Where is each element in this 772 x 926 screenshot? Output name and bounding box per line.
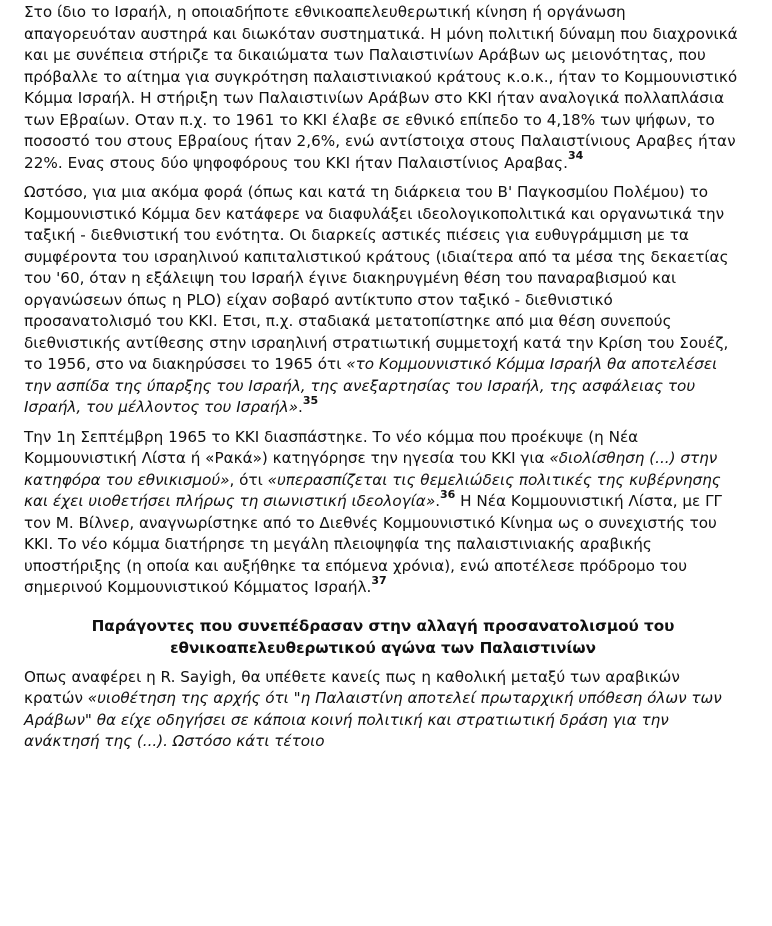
footnote-ref-35[interactable]: 35 <box>302 393 319 407</box>
section-heading: Παράγοντες που συνεπέδρασαν στην αλλαγή προσανατολισμού του εθνικοαπελευθερωτικού αγώνα των Παλαιστινίων <box>91 616 675 657</box>
paragraph-text: Την 1η Σεπτέμβρη 1965 το ΚΚΙ διασπάστηκε. Το νέο κόμμα που προέκυψε (η Νέα Κομμουνιστική Λίστα ή «Ρακά») κατηγόρησε την ηγεσία του ΚΚΙ για <box>24 427 639 467</box>
paragraph-text: Οπως αναφέρει η R. Sayigh, θα υπέθετε κανείς πως η καθολική μεταξύ των αραβικών κρατών <box>24 667 680 707</box>
paragraph-sayigh <box>24 667 742 753</box>
quote-text: «το Κομμουνιστικό Κόμμα Ισραήλ θα αποτελέσει την ασπίδα της ύπαρξης του Ισραήλ, της ανεξαρτησίας του Ισραήλ, της ασφάλειας του Ισραήλ, του μέλλοντος του Ισραήλ» <box>24 355 718 416</box>
paragraph-party-split <box>24 427 742 599</box>
footnote-ref-34[interactable]: 34 <box>567 149 584 163</box>
quote-text: «υιοθέτηση της αρχής ότι "η Παλαιστίνη αποτελεί πρωταρχική υπόθεση όλων των Αράβων" θα είχε οδηγήσει σε κάποια κοινή πολιτική και στρατιωτική δράση για την ανάκτησή της (...). Ωστόσο κάτι τέτοιο <box>24 689 722 750</box>
paragraph-text: . <box>435 492 441 510</box>
quote-text: «διολίσθηση (...) στην κατηφόρα του εθνικισμού» <box>24 449 718 489</box>
paragraph-text: Στο ίδιο το Ισραήλ, η οποιαδήποτε εθνικοαπελευθερωτική κίνηση ή οργάνωση απαγορευόταν αυστηρά και διωκόταν συστηματικά. Η μόνη πολιτική δύναμη που διαχρονικά και με συνέπεια στήριζε τα δικαιώματα των Παλαιστινίων Αράβων ως μειονότητας, που πρόβαλλε το αίτημα για συγκρότηση παλαιστινιακού κράτους κ.ο.κ., ήταν το Κομμουνιστικό Κόμμα Ισραήλ. Η στήριξη των Παλαιστινίων Αράβων στο ΚΚΙ ήταν αναλογικά πολλαπλάσια των Εβραίων. Οταν π.χ. το 1961 το ΚΚΙ έλαβε σε εθνικό επίπεδο το 4,18% των ψήφων, το ποσοστό του στους Εβραίους ήταν 2,6%, ενώ αντίστοιχα στους Παλαιστίνιους Αραβες ήταν 22%. Ενας στους δύο ψηφοφόρους του ΚΚΙ ήταν Παλαιστίνιος Αραβας. <box>24 3 738 172</box>
quote-text: «υπερασπίζεται τις θεμελιώδεις πολιτικές της κυβέρνησης και έχει υιοθετήσει πλήρως τη σιωνιστική ιδεολογία» <box>24 470 721 510</box>
footnote-ref-36[interactable]: 36 <box>440 487 456 501</box>
paragraph-party-orientation <box>24 182 742 419</box>
paragraph-text: Ωστόσο, για μια ακόμα φορά (όπως και κατά τη διάρκεια του Β' Παγκοσμίου Πολέμου) το Κομμουνιστικό Κόμμα δεν κατάφερε να διαφυλάξει ιδεολογικοπολιτικά και οργανωτικά την ταξική - διεθνιστική του ενότητα. Οι διαρκείς αστικές πιέσεις για ευθυγράμμιση με τα συμφέροντα του ισραηλινού καπιταλιστικού κράτους (ιδιαίτερα από τα μέσα της δεκαετίας του '60, όταν η εξάλειψη του Ισραήλ έγινε διακηρυγμένη θέση του παναραβισμού και οργανώσεων όπως η PLO) είχαν σοβαρό αντίκτυπο στον ταξικό - διεθνιστικό προσανατολισμό του ΚΚΙ. Ετσι, π.χ. σταδιακά μετατοπίστηκε από μια θέση συνεπούς διεθνιστικής αντίθεσης στην ισραηλινή στρατιωτική συμμετοχή κατά την Κρίση του Σουέζ, το 1956, στο να διακηρύσσει το 1965 ότι <box>24 183 729 373</box>
paragraph-israel-communist-party <box>24 2 742 174</box>
paragraph-text: , ότι <box>229 470 268 489</box>
paragraph-text: Η Νέα Κομμουνιστική Λίστα, με ΓΓ τον Μ. Βίλνερ, αναγνωρίστηκε από το Διεθνές Κομμουνιστικό Κίνημα ως ο συνεχιστής του ΚΚΙ. Το νέο κόμμα διατήρησε τη μεγάλη πλειοψηφία της παλαιστινιακής αραβικής υποστήριξης (η οποία και αυξήθηκε τα επόμενα χρόνια), ενώ αποτέλεσε πρόδρομο του σημερινού Κομμουνιστικού Κόμματος Ισραήλ. <box>24 492 723 596</box>
footnote-ref-37[interactable]: 37 <box>371 573 387 587</box>
paragraph-text: . <box>298 398 303 416</box>
